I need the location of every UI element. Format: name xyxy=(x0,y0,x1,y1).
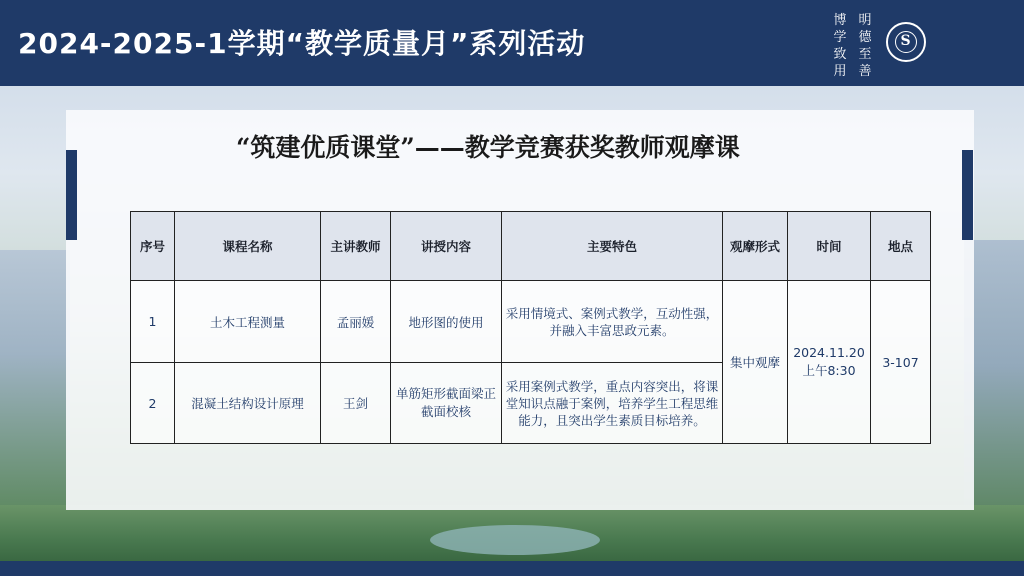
header-time: 时间 xyxy=(788,212,871,281)
motto-left: 博 学 致 用 xyxy=(833,13,847,79)
table-row xyxy=(131,281,931,363)
header-location: 地点 xyxy=(871,212,931,281)
footer-bar xyxy=(0,561,1024,576)
cell-course: 混凝土结构设计原理 xyxy=(175,363,321,444)
cell-format: 集中观摩 xyxy=(723,281,788,444)
course-table xyxy=(130,211,931,444)
header-format: 观摩形式 xyxy=(723,212,788,281)
header-index: 序号 xyxy=(131,212,175,281)
page-title: 2024-2025-1学期“教学质量月”系列活动 xyxy=(18,27,586,60)
header-bar xyxy=(0,0,1024,86)
cell-teacher: 孟丽媛 xyxy=(321,281,391,363)
motto-right: 明 德 至 善 xyxy=(858,13,872,79)
header-course: 课程名称 xyxy=(175,212,321,281)
cell-index: 1 xyxy=(131,281,175,363)
table-header-row xyxy=(131,212,931,281)
cell-date: 2024.11.20 xyxy=(793,345,865,360)
background-pond xyxy=(430,525,600,555)
cell-index: 2 xyxy=(131,363,175,444)
cell-course: 土木工程测量 xyxy=(175,281,321,363)
side-accent-left xyxy=(66,150,77,240)
cell-feature: 采用情境式、案例式教学，互动性强，并融入丰富思政元素。 xyxy=(502,281,723,363)
cell-feature: 采用案例式教学，重点内容突出，将课堂知识点融于案例，培养学生工程思维能力，且突出学生素质目标培养。 xyxy=(502,363,723,444)
header-content: 讲授内容 xyxy=(391,212,502,281)
header-teacher: 主讲教师 xyxy=(321,212,391,281)
cell-time xyxy=(788,281,871,444)
cell-content: 地形图的使用 xyxy=(391,281,502,363)
cell-content: 单筋矩形截面梁正截面校核 xyxy=(391,363,502,444)
header-feature: 主要特色 xyxy=(502,212,723,281)
cell-teacher: 王剑 xyxy=(321,363,391,444)
university-seal-icon: S xyxy=(886,22,926,62)
cell-clock: 上午8:30 xyxy=(802,363,856,378)
background-buildings-left xyxy=(0,250,70,510)
cell-location: 3-107 xyxy=(871,281,931,444)
side-accent-right xyxy=(962,150,973,240)
card-title: “筑建优质课堂”——教学竞赛获奖教师观摩课 xyxy=(236,133,740,162)
